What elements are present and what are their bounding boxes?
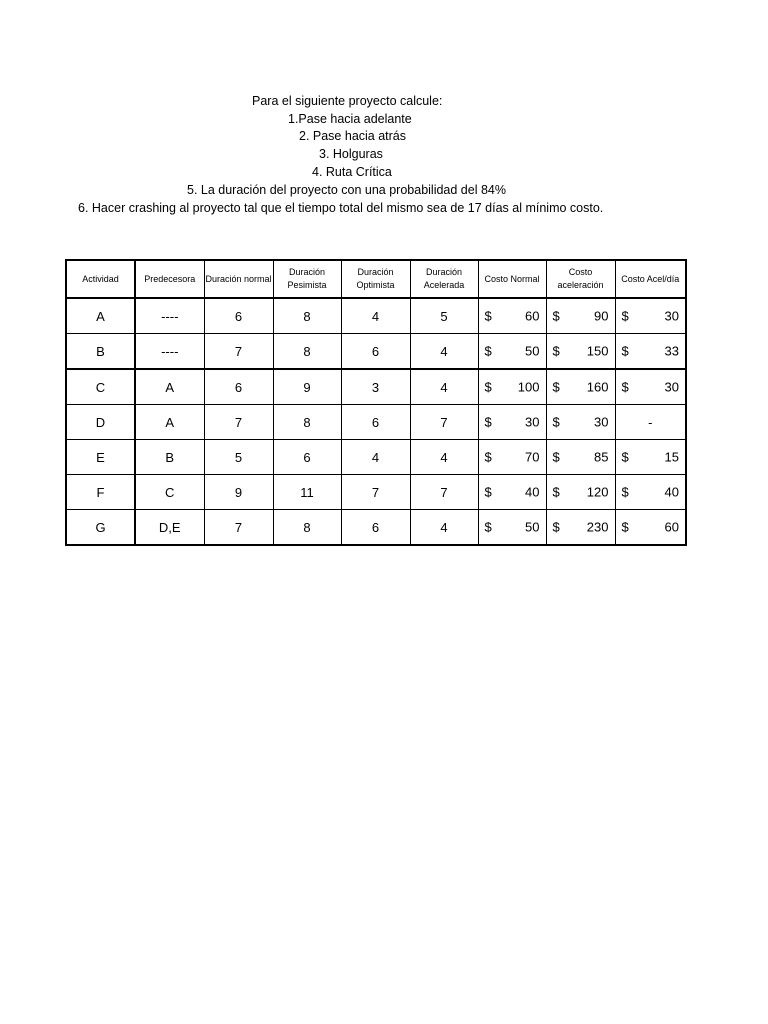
cell-duracion-normal: 7 xyxy=(204,405,273,440)
cell-duracion-optimista: 6 xyxy=(341,405,410,440)
cell-duracion-normal: 5 xyxy=(204,440,273,475)
cell-duracion-acelerada: 4 xyxy=(410,510,478,546)
amount: 15 xyxy=(664,449,679,465)
cell-duracion-optimista: 7 xyxy=(341,475,410,510)
currency-symbol: $ xyxy=(621,484,629,500)
cell-costo-acel-dia xyxy=(615,475,686,510)
amount: 120 xyxy=(586,484,609,500)
currency-symbol: $ xyxy=(621,379,629,395)
currency-symbol: $ xyxy=(552,484,560,500)
cell-duracion-pesimista: 8 xyxy=(273,510,341,546)
currency-symbol: $ xyxy=(484,308,492,324)
header-costo-aceleracion: Costo aceleración xyxy=(546,260,615,298)
instruction-item-2: 2. Pase hacia atrás xyxy=(299,129,407,143)
header-duracion-acelerada: Duración Acelerada xyxy=(410,260,478,298)
amount: 70 xyxy=(525,449,540,465)
cell-predecesora: D,E xyxy=(135,510,204,546)
table-header-row xyxy=(66,260,686,298)
cell-actividad: G xyxy=(66,510,135,546)
cell-duracion-pesimista: 8 xyxy=(273,298,341,334)
cell-costo-normal xyxy=(478,475,546,510)
cell-duracion-normal: 9 xyxy=(204,475,273,510)
instruction-item-4: 4. Ruta Crítica xyxy=(312,165,392,179)
cell-duracion-normal: 6 xyxy=(204,369,273,405)
cell-costo-acel-dia xyxy=(615,440,686,475)
instruction-item-1: 1.Pase hacia adelante xyxy=(288,112,412,126)
header-costo-acel-dia: Costo Acel/día xyxy=(615,260,686,298)
cell-duracion-pesimista: 8 xyxy=(273,405,341,440)
cell-actividad: F xyxy=(66,475,135,510)
amount: 60 xyxy=(525,308,540,324)
cell-costo-aceleracion xyxy=(546,440,615,475)
cell-predecesora: ---- xyxy=(135,298,204,334)
amount: 40 xyxy=(664,484,679,500)
header-costo-normal: Costo Normal xyxy=(478,260,546,298)
currency-symbol: $ xyxy=(484,484,492,500)
currency-symbol: $ xyxy=(552,519,560,535)
amount: 30 xyxy=(664,379,679,395)
cell-predecesora: A xyxy=(135,405,204,440)
cell-actividad: D xyxy=(66,405,135,440)
instruction-item-5: 5. La duración del proyecto con una probabilidad del 84% xyxy=(187,183,506,197)
cell-duracion-acelerada: 7 xyxy=(410,405,478,440)
cell-predecesora: ---- xyxy=(135,334,204,370)
cell-costo-normal xyxy=(478,298,546,334)
table-row xyxy=(66,369,686,405)
currency-symbol: $ xyxy=(621,519,629,535)
cell-predecesora: A xyxy=(135,369,204,405)
cell-costo-acel-dia xyxy=(615,298,686,334)
currency-symbol: $ xyxy=(484,414,492,430)
cell-duracion-acelerada: 4 xyxy=(410,369,478,405)
cell-duracion-optimista: 6 xyxy=(341,510,410,546)
cell-costo-normal xyxy=(478,334,546,370)
cell-costo-aceleracion xyxy=(546,405,615,440)
amount: 40 xyxy=(525,484,540,500)
project-activities-table xyxy=(65,259,687,546)
cell-costo-aceleracion xyxy=(546,510,615,546)
amount: 230 xyxy=(586,519,609,535)
cell-costo-aceleracion xyxy=(546,475,615,510)
cell-costo-normal xyxy=(478,440,546,475)
instruction-item-3: 3. Holguras xyxy=(319,147,383,161)
cell-duracion-normal: 7 xyxy=(204,510,273,546)
currency-symbol: $ xyxy=(552,379,560,395)
table-row xyxy=(66,440,686,475)
table-row xyxy=(66,298,686,334)
cell-duracion-acelerada: 7 xyxy=(410,475,478,510)
amount: 90 xyxy=(594,308,609,324)
cell-actividad: C xyxy=(66,369,135,405)
cell-duracion-acelerada: 4 xyxy=(410,334,478,370)
cell-actividad: A xyxy=(66,298,135,334)
currency-symbol: $ xyxy=(621,343,629,359)
amount: 50 xyxy=(525,519,540,535)
amount: 100 xyxy=(517,379,540,395)
cell-costo-normal xyxy=(478,405,546,440)
cell-costo-acel-dia: - xyxy=(615,405,686,440)
cell-duracion-pesimista: 9 xyxy=(273,369,341,405)
instruction-intro: Para el siguiente proyecto calcule: xyxy=(252,94,443,108)
header-actividad: Actividad xyxy=(66,260,135,298)
cell-duracion-normal: 7 xyxy=(204,334,273,370)
cell-costo-aceleracion xyxy=(546,369,615,405)
instruction-item-6: 6. Hacer crashing al proyecto tal que el tiempo total del mismo sea de 17 días al mínimo costo. xyxy=(78,201,604,215)
currency-symbol: $ xyxy=(552,343,560,359)
currency-symbol: $ xyxy=(552,414,560,430)
cell-costo-acel-dia xyxy=(615,510,686,546)
cell-costo-acel-dia xyxy=(615,369,686,405)
header-duracion-pesimista: Duración Pesimista xyxy=(273,260,341,298)
amount: 85 xyxy=(594,449,609,465)
table-row xyxy=(66,405,686,440)
cell-costo-normal xyxy=(478,369,546,405)
currency-symbol: $ xyxy=(484,379,492,395)
cell-duracion-optimista: 6 xyxy=(341,334,410,370)
cell-duracion-acelerada: 5 xyxy=(410,298,478,334)
currency-symbol: $ xyxy=(621,449,629,465)
cell-actividad: E xyxy=(66,440,135,475)
header-duracion-optimista: Duración Optimista xyxy=(341,260,410,298)
cell-duracion-optimista: 4 xyxy=(341,298,410,334)
cell-predecesora: C xyxy=(135,475,204,510)
amount: 50 xyxy=(525,343,540,359)
header-duracion-normal: Duración normal xyxy=(204,260,273,298)
amount: 60 xyxy=(664,519,679,535)
cell-duracion-acelerada: 4 xyxy=(410,440,478,475)
table-row xyxy=(66,334,686,370)
header-predecesora: Predecesora xyxy=(135,260,204,298)
currency-symbol: $ xyxy=(484,519,492,535)
cell-duracion-pesimista: 8 xyxy=(273,334,341,370)
currency-symbol: $ xyxy=(552,308,560,324)
cell-duracion-optimista: 4 xyxy=(341,440,410,475)
amount: 150 xyxy=(586,343,609,359)
cell-duracion-pesimista: 6 xyxy=(273,440,341,475)
cell-costo-normal xyxy=(478,510,546,546)
amount: 30 xyxy=(664,308,679,324)
cell-duracion-pesimista: 11 xyxy=(273,475,341,510)
amount: 30 xyxy=(594,414,609,430)
cell-costo-aceleracion xyxy=(546,298,615,334)
currency-symbol: $ xyxy=(484,343,492,359)
currency-symbol: $ xyxy=(484,449,492,465)
currency-symbol: $ xyxy=(552,449,560,465)
cell-duracion-normal: 6 xyxy=(204,298,273,334)
amount: 160 xyxy=(586,379,609,395)
cell-costo-acel-dia xyxy=(615,334,686,370)
cell-predecesora: B xyxy=(135,440,204,475)
cell-actividad: B xyxy=(66,334,135,370)
table-row xyxy=(66,510,686,546)
currency-symbol: $ xyxy=(621,308,629,324)
amount: 30 xyxy=(525,414,540,430)
amount: 33 xyxy=(664,343,679,359)
table-row xyxy=(66,475,686,510)
cell-duracion-optimista: 3 xyxy=(341,369,410,405)
cell-costo-aceleracion xyxy=(546,334,615,370)
